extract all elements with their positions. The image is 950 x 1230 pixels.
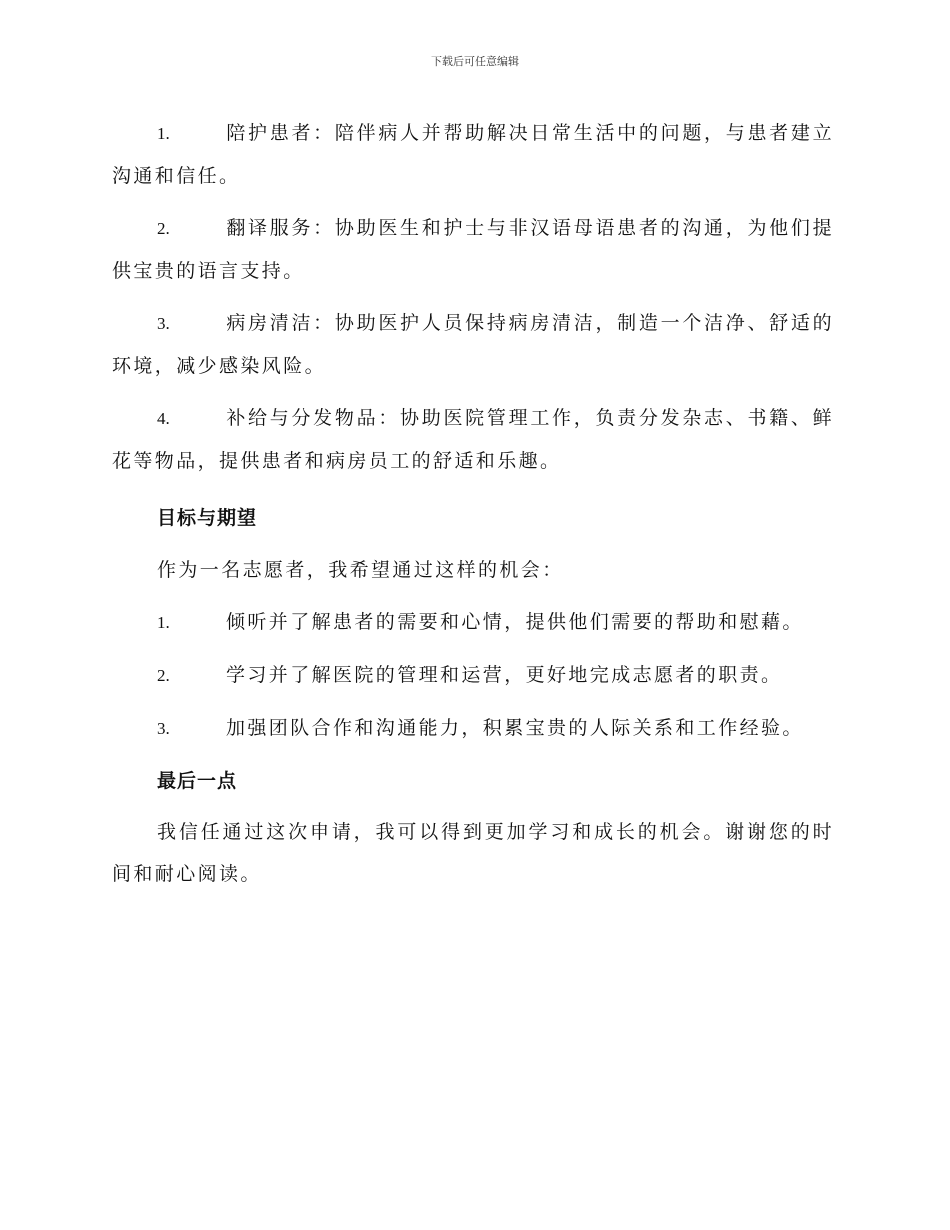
list-number: 3. — [157, 719, 170, 738]
goals-heading: 目标与期望 — [157, 507, 258, 529]
duty-item-4 — [112, 397, 834, 482]
list-text: 陪护患者：陪伴病人并帮助解决日常生活中的问题，与患者建立沟通和信任。 — [112, 122, 834, 187]
page-header-note: 下载后可任意编辑 — [431, 55, 519, 68]
list-number: 1. — [157, 613, 170, 632]
list-number: 1. — [157, 124, 170, 143]
list-number: 2. — [157, 219, 170, 238]
list-text: 补给与分发物品：协助医院管理工作，负责分发杂志、书籍、鲜花等物品，提供患者和病房员工的舒适和乐趣。 — [112, 407, 834, 472]
goal-item-2 — [112, 649, 834, 702]
document-body — [112, 112, 834, 895]
list-number: 3. — [157, 314, 170, 333]
goals-intro: 作为一名志愿者，我希望通过这样的机会： — [157, 559, 564, 581]
list-text: 翻译服务：协助医生和护士与非汉语母语患者的沟通，为他们提供宝贵的语言支持。 — [112, 217, 834, 282]
list-number: 2. — [157, 666, 170, 685]
goal-item-3 — [112, 702, 834, 755]
closing-heading: 最后一点 — [157, 770, 238, 792]
closing-paragraph: 我信任通过这次申请，我可以得到更加学习和成长的机会。谢谢您的时间和耐心阅读。 — [112, 821, 834, 885]
duty-item-2 — [112, 207, 834, 292]
goal-item-1 — [112, 596, 834, 649]
list-number: 4. — [157, 409, 170, 428]
list-text: 学习并了解医院的管理和运营，更好地完成志愿者的职责。 — [226, 664, 783, 686]
duty-item-3 — [112, 302, 834, 387]
duty-item-1 — [112, 112, 834, 197]
list-text: 加强团队合作和沟通能力，积累宝贵的人际关系和工作经验。 — [226, 717, 804, 739]
list-text: 倾听并了解患者的需要和心情，提供他们需要的帮助和慰藉。 — [226, 611, 804, 633]
list-text: 病房清洁：协助医护人员保持病房清洁，制造一个洁净、舒适的环境，减少感染风险。 — [112, 312, 834, 377]
